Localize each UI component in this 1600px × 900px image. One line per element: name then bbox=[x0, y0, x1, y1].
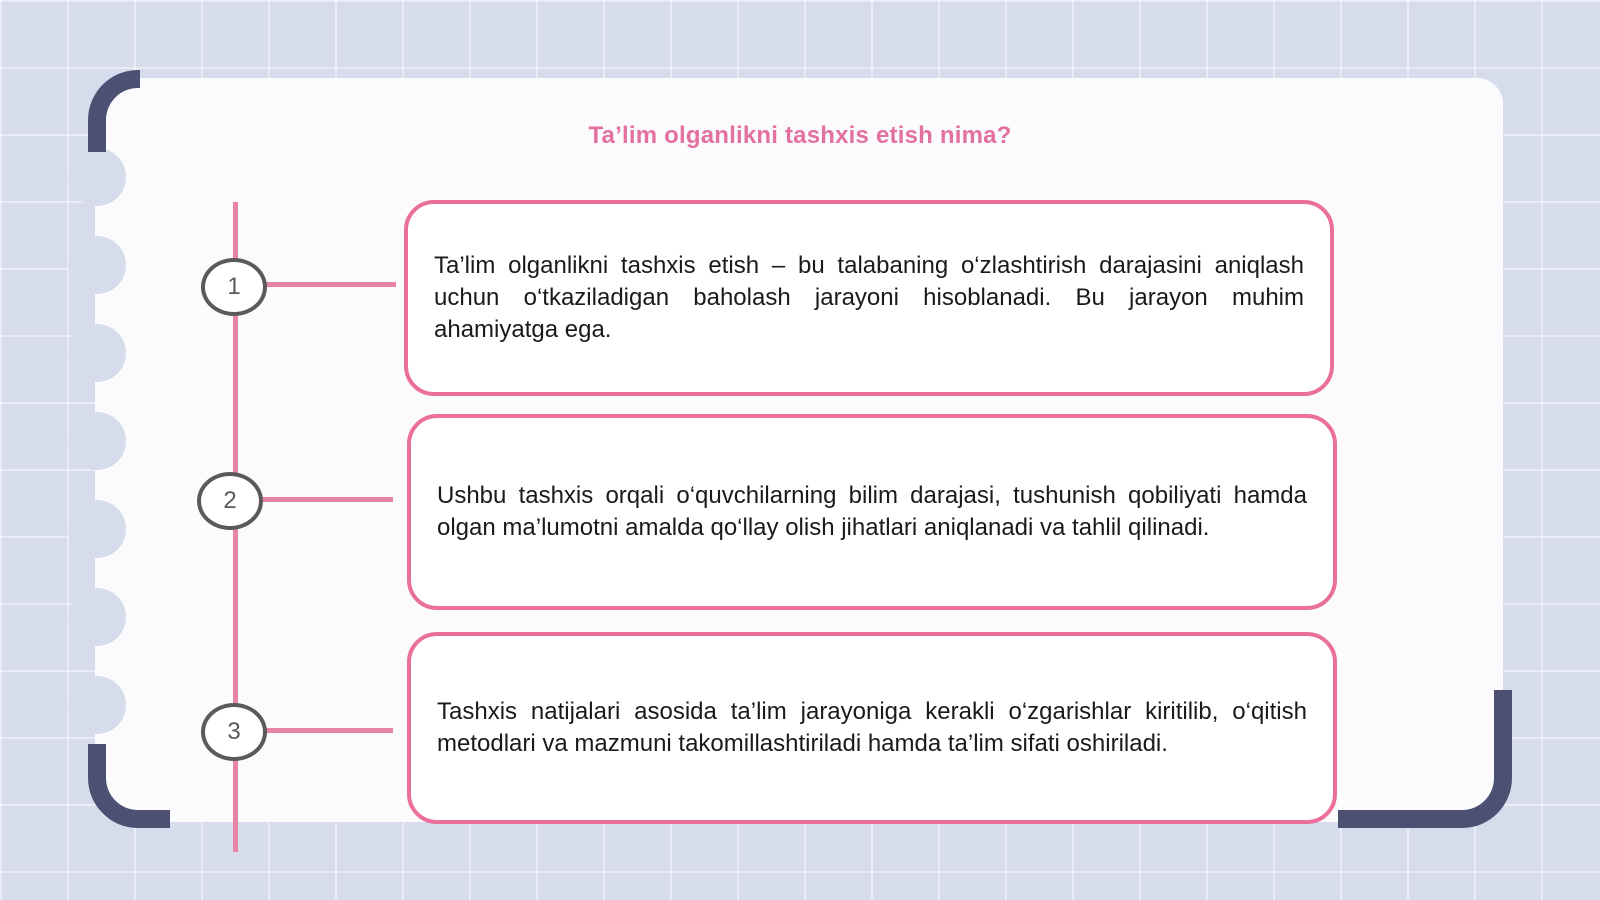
step-number-badge: 3 bbox=[201, 703, 267, 761]
step-card bbox=[407, 414, 1337, 610]
slide-title: Ta’lim olganlikni tashxis etish nima? bbox=[588, 122, 1012, 149]
step-description: Ta’lim olganlikni tashxis etish – bu talabaning o‘zlashtirish darajasini aniqlash uchun o‘tkaziladigan baholash jarayoni hisoblanadi. Bu jarayon muhim ahamiyatga ega. bbox=[434, 252, 1304, 343]
step-card bbox=[407, 632, 1337, 824]
binder-hole bbox=[68, 500, 126, 558]
binder-hole bbox=[68, 588, 126, 646]
step-description: Ushbu tashxis orqali o‘quvchilarning bilim darajasi, tushunish qobiliyati hamda olgan ma’lumotni amalda qo‘llay olish jihatlari aniqlanadi va tahlil qilinadi. bbox=[437, 482, 1307, 541]
frame-corner-bottom-left bbox=[88, 744, 170, 828]
binder-hole bbox=[68, 236, 126, 294]
timeline-connector bbox=[266, 728, 393, 733]
step-number-badge: 2 bbox=[197, 472, 263, 530]
frame-corner-bottom-right bbox=[1338, 690, 1512, 828]
binder-hole bbox=[68, 412, 126, 470]
frame-corner-top-left bbox=[88, 70, 140, 152]
step-card bbox=[404, 200, 1334, 396]
binder-hole bbox=[68, 676, 126, 734]
step-description: Tashxis natijalari asosida ta’lim jarayoniga kerakli o‘zgarishlar kiritilib, o‘qitish metodlari va mazmuni takomillashtiriladi hamda ta’lim sifati oshiriladi. bbox=[437, 698, 1307, 757]
timeline-connector bbox=[262, 497, 393, 502]
binder-hole bbox=[68, 324, 126, 382]
step-number-badge: 1 bbox=[201, 258, 267, 316]
timeline-connector bbox=[266, 282, 396, 287]
binder-hole bbox=[68, 148, 126, 206]
